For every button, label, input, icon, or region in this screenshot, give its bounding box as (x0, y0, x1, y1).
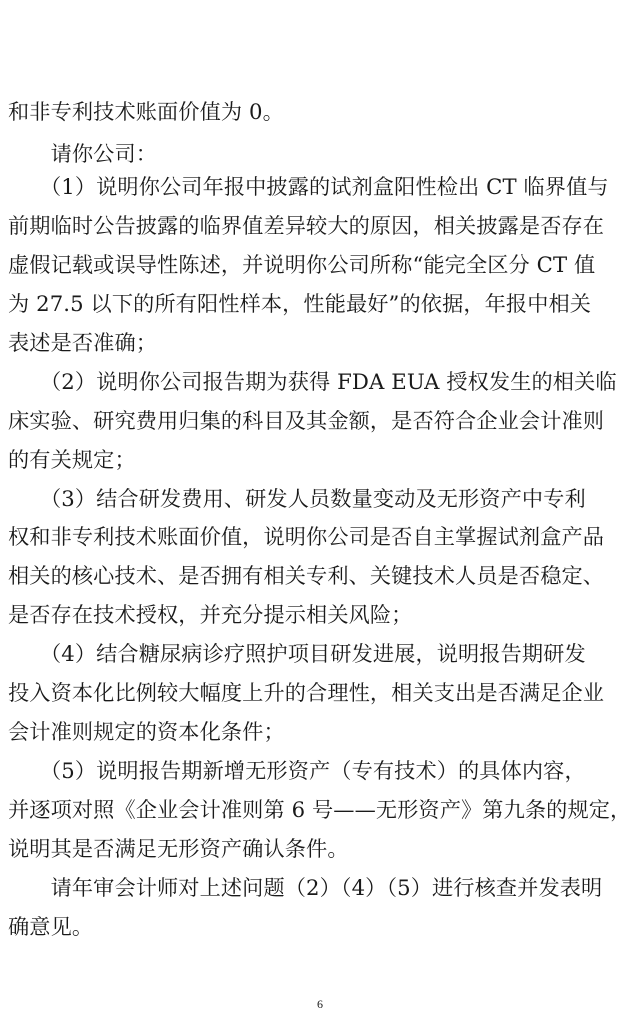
text-line: 权和非专利技术账面价值，说明你公司是否自主掌握试剂盒产品 (8, 524, 605, 549)
text-line: 请你公司： (8, 141, 158, 166)
text-line: 相关的核心技术、是否拥有相关专利、关键技术人员是否稳定、 (8, 563, 605, 588)
text-line: 说明其是否满足无形资产确认条件。 (8, 836, 349, 861)
text-line: 前期临时公告披露的临界值差异较大的原因，相关披露是否存在 (8, 213, 605, 238)
text-line: （1）说明你公司年报中披露的试剂盒阳性检出 CT 临界值与 (8, 174, 609, 199)
text-line: （5）说明报告期新增无形资产（专有技术）的具体内容， (8, 758, 586, 783)
text-line: （3）结合研发费用、研发人员数量变动及无形资产中专利 (8, 486, 586, 511)
text-line: 并逐项对照《企业会计准则第 6 号——无形资产》第九条的规定， (8, 797, 632, 822)
text-line: 的有关规定； (8, 447, 136, 472)
text-line: 投入资本化比例较大幅度上升的合理性，相关支出是否满足企业 (8, 680, 605, 705)
text-line: （4）结合糖尿病诊疗照护项目研发进展，说明报告期研发 (8, 641, 586, 666)
page-number: 6 (317, 997, 323, 1011)
text-line: 是否存在技术授权，并充分提示相关风险； (8, 602, 413, 627)
text-line: 和非专利技术账面价值为 0。 (8, 99, 284, 124)
text-line: 确意见。 (8, 914, 94, 939)
text-line: 为 27.5 以下的所有阳性样本，性能最好”的依据，年报中相关 (8, 291, 592, 316)
text-line: 虚假记载或误导性陈述，并说明你公司所称“能完全区分 CT 值 (8, 252, 596, 277)
text-line: 床实验、研究费用归集的科目及其金额，是否符合企业会计准则 (8, 408, 605, 433)
text-line: 会计准则规定的资本化条件； (8, 719, 285, 744)
text-line: 表述是否准确； (8, 330, 158, 355)
text-line: 请年审会计师对上述问题（2）（4）（5）进行核查并发表明 (8, 875, 603, 900)
text-line: （2）说明你公司报告期为获得 FDA EUA 授权发生的相关临 (8, 369, 617, 394)
